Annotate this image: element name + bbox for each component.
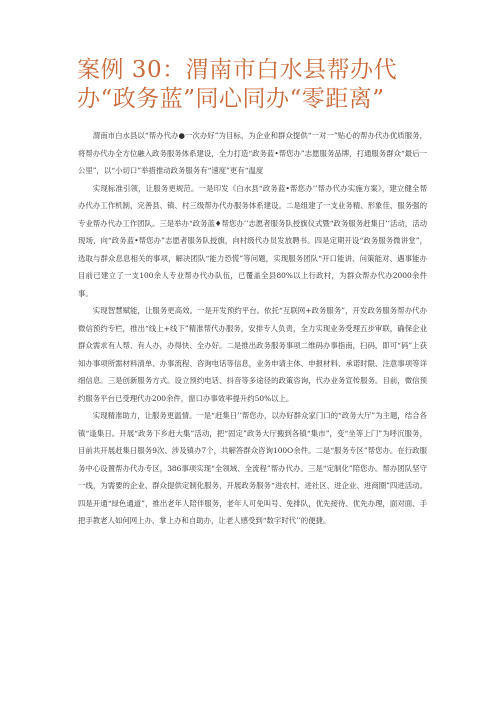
paragraph-precise: 实现精准助力，让服务更温情。一是“赶集日’’帮您办，以办好群众家门口的“政务大厅”为主题，结合各镇“逢集日。开展“政务下乡赶大集”活动，把“固定”政务大厅搬到各镇“集市”，变“坐等上门”为呼沉服务，目前共开展赶集日服务9次、涉及镇办7个，共解答群众咨询100O余件。二是“服务专区”帮您办。在行政服务中心设置帮办代办专区，386事项实现“全领域、全流程”帮办代办。三是“定制化”陪您办。帮办团队坚守一线，为需要的企业、群众提供定制化服务，开展政务服务“进农村、进社区、进企业、进商圈”四进活动。四是开通“绿色通道”，推出老年人陪伴服务，老年人可免叫号、免排队，优先接待、优先办理，面对面、手把手教老人如何网上办、掌上办和自助办，让老人感受到“数字时代’’的便捷。 xyxy=(78,411,427,525)
paragraph-intro: 渭南市白水县以“帮办代办●一次办好”为目标，为企业和群众提供“一对一”贴心的帮办代办优质服务，将帮办代办全方位融入政务服务体系建设，全力打造“政务蓝•帮您办”志愿服务品牌，打通服务群众“最后一公里”，以“小切口”举措推动政务服务有“速度”更有“温度 xyxy=(78,131,427,175)
document-body xyxy=(78,127,427,530)
paragraph-smart: 实现智慧赋能，让服务更高效。一是开发预约平台。依托“互联网+政务服务”，开发政务服务帮办代办微信预约专栏，推出“线上+线下”精准帮代办服务，安排专人负责，全力实现业务受理五步审联，确保企业群众需求有人帮、有人办，办得快、全办好。二是推出政务服务事项二维码办事指南，扫码，即可“码”上获知办事项所需材料清单、办事流程、咨询电话等信息，业务申请主体、申报材料、承诺时限、注意事项等详细信息。三是创新服务方式。设立预约电话、抖音等多途径的政策咨询，代办业务宣传服务。目前，微信预约服务平台已受理代办200余件，窗口办事效率提升约50%以上。 xyxy=(78,306,427,403)
document-title: 案例 30：渭南市白水县帮办代办“政务蓝”同心同办“零距离” xyxy=(77,57,398,112)
paragraph-standards: 实现标准引领，让服务更规范。一是印发《白水县“政务蓝•帮您办’’帮办代办实施方案》，建立健全帮办代办工作机制，完善县、镇、村三级帮办代办服务体系建设。二是组建了一支业务精、形象佳、服务强的专业帮办代办工作团队。三是举办“政务蓝♦帮您办’’志愿者服务队授旗仪式暨“政务服务赶集日’’活动，活动现场，向“政务蓝•帮您办”志愿者服务队授旗，向村级代办员发放聘书。四是定期开设“政务服务微讲堂”，选取与群众息息相关的事项，解决团队“能力恐慌”等问题，实现服务团队“开口能讲、问策能对、遇事能办目前已建立了一支100余人专业帮办代办队伍，已覆盖全县80%以上行政村，为群众帮办代办2000余件事。 xyxy=(78,183,427,298)
